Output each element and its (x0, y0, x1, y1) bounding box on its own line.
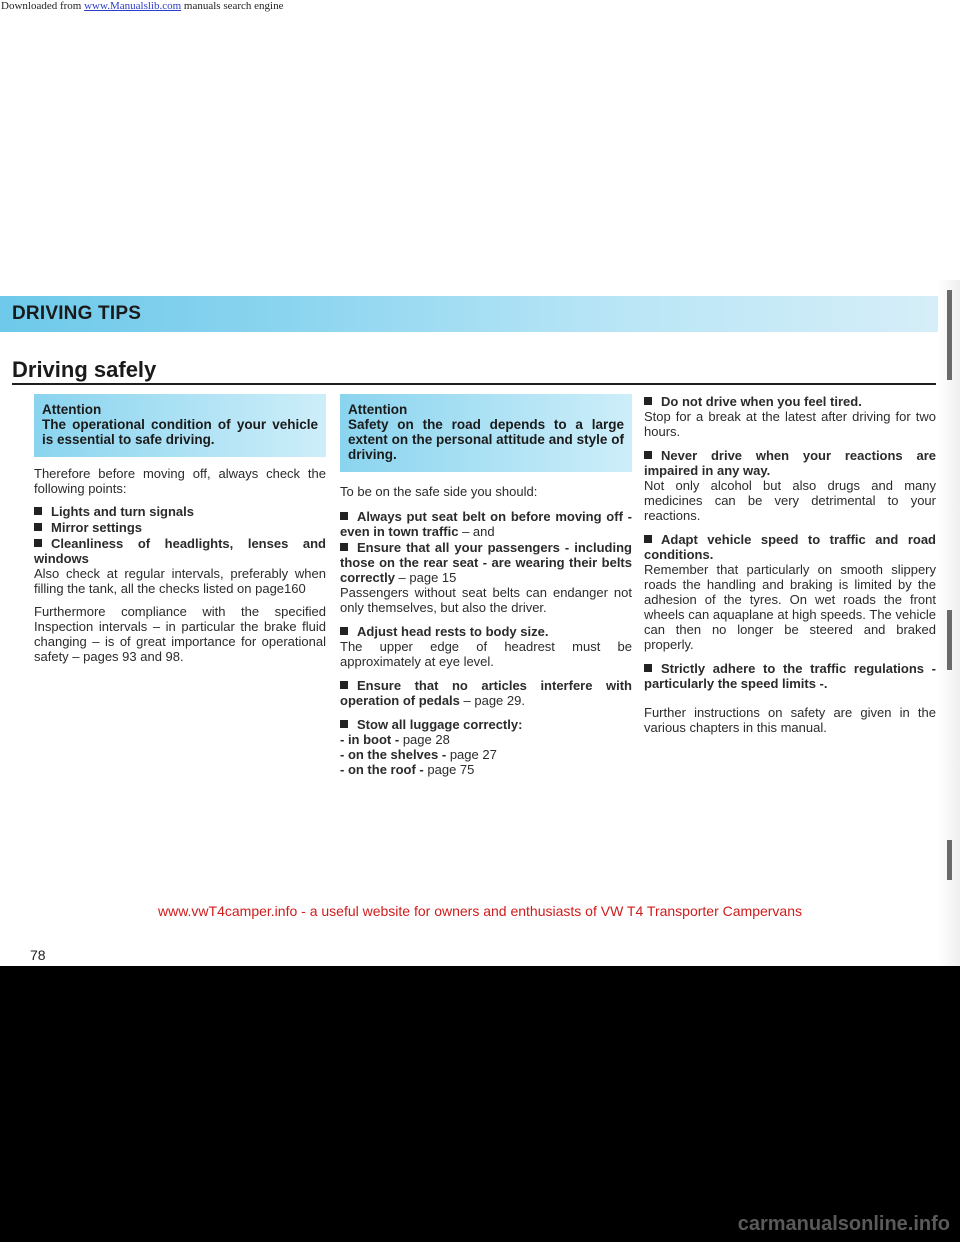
attention-label: Attention (42, 402, 102, 417)
list-item: Lights and turn signals (34, 504, 326, 519)
list-item: Always put seat belt on before moving off - even in town traffic – and (340, 509, 632, 539)
list-item: Adjust head rests to body size. The upper edge of headrest must be approximately at eye level. (340, 624, 632, 669)
page-number: 78 (30, 947, 46, 963)
attention-text: Safety on the road depends to a large extent on the personal attitude and style of driving. (348, 417, 624, 462)
bullet-square-icon (644, 535, 652, 543)
bullet-square-icon (340, 681, 348, 689)
attention-box-2 (340, 394, 632, 472)
chapter-header-bar (0, 296, 938, 332)
list-item: Mirror settings (34, 520, 326, 535)
bullet-square-icon (34, 539, 42, 547)
manualslib-link[interactable]: www.Manualslib.com (84, 0, 182, 12)
list-item: Stow all luggage correctly: (340, 717, 632, 732)
attention-label: Attention (348, 402, 408, 417)
bullet-square-icon (340, 543, 348, 551)
closing-text: Further instructions on safety are given in the various chapters in this manual. (644, 705, 936, 735)
list-item: Do not drive when you feel tired. Stop for a break at the latest after driving for two hours. (644, 394, 936, 439)
scan-bottom-area (0, 966, 960, 1242)
bullet-square-icon (340, 627, 348, 635)
paragraph: Furthermore compliance with the specified Inspection intervals – in particular the brake fluid changing – is of great importance for operational safety – pages 93 and 98. (34, 604, 326, 664)
column-1 (34, 394, 326, 672)
watermark-text: carmanualsonline.info (737, 1213, 950, 1235)
paragraph: Also check at regular intervals, preferably when filling the tank, all the checks listed on page160 (34, 566, 326, 596)
list-item: Adapt vehicle speed to traffic and road conditions. Remember that particularly on smooth slippery roads the handling and braking is limited by the adhesion of the tyres. On wet roads the front wheels can aquaplane at high speeds. The vehicle can then no longer be steered and braked properly. (644, 532, 936, 652)
bullet-square-icon (340, 720, 348, 728)
bullet-square-icon (644, 451, 652, 459)
list-item: Cleanliness of headlights, lenses and windows (34, 536, 326, 566)
sub-item: - on the shelves - page 27 (340, 747, 497, 762)
chapter-title: DRIVING TIPS (12, 303, 142, 324)
intro-text: Therefore before moving off, always check the following points: (34, 466, 326, 496)
intro-text: To be on the safe side you should: (340, 484, 538, 499)
bullet-square-icon (644, 397, 652, 405)
attention-text: The operational condition of your vehicle is essential to safe driving. (42, 417, 318, 447)
section-title: Driving safely (12, 357, 157, 382)
download-banner-prefix: Downloaded from (1, 0, 85, 12)
list-item: Ensure that all your passengers - including those on the rear seat - are wearing their belts correctly – page 15 Passengers without seat belts can endanger not only themselves, but also the driver. (340, 540, 632, 615)
download-banner-suffix: manuals search engine (181, 0, 284, 12)
bullet-square-icon (340, 512, 348, 520)
bullet-square-icon (34, 507, 42, 515)
sub-item: - on the roof - page 75 (340, 762, 475, 777)
page-edge-shadow (938, 280, 960, 966)
sub-item: - in boot - page 28 (340, 732, 450, 747)
list-item: Ensure that no articles interfere with operation of pedals – page 29. (340, 678, 632, 708)
attention-box-1 (34, 394, 326, 457)
column-2 (340, 394, 632, 777)
bullet-square-icon (34, 523, 42, 531)
footer-website-note: www.vwT4camper.info - a useful website for owners and enthusiasts of VW T4 Transporter Campervans (157, 903, 803, 919)
section-rule (12, 383, 936, 385)
list-item: Strictly adhere to the traffic regulations - particularly the speed limits -. (644, 661, 936, 691)
list-item: Never drive when your reactions are impaired in any way. Not only alcohol but also drugs and many medicines can be very detrimental to your reactions. (644, 448, 936, 523)
download-banner (0, 0, 960, 12)
bullet-square-icon (644, 664, 652, 672)
column-3 (644, 394, 936, 743)
